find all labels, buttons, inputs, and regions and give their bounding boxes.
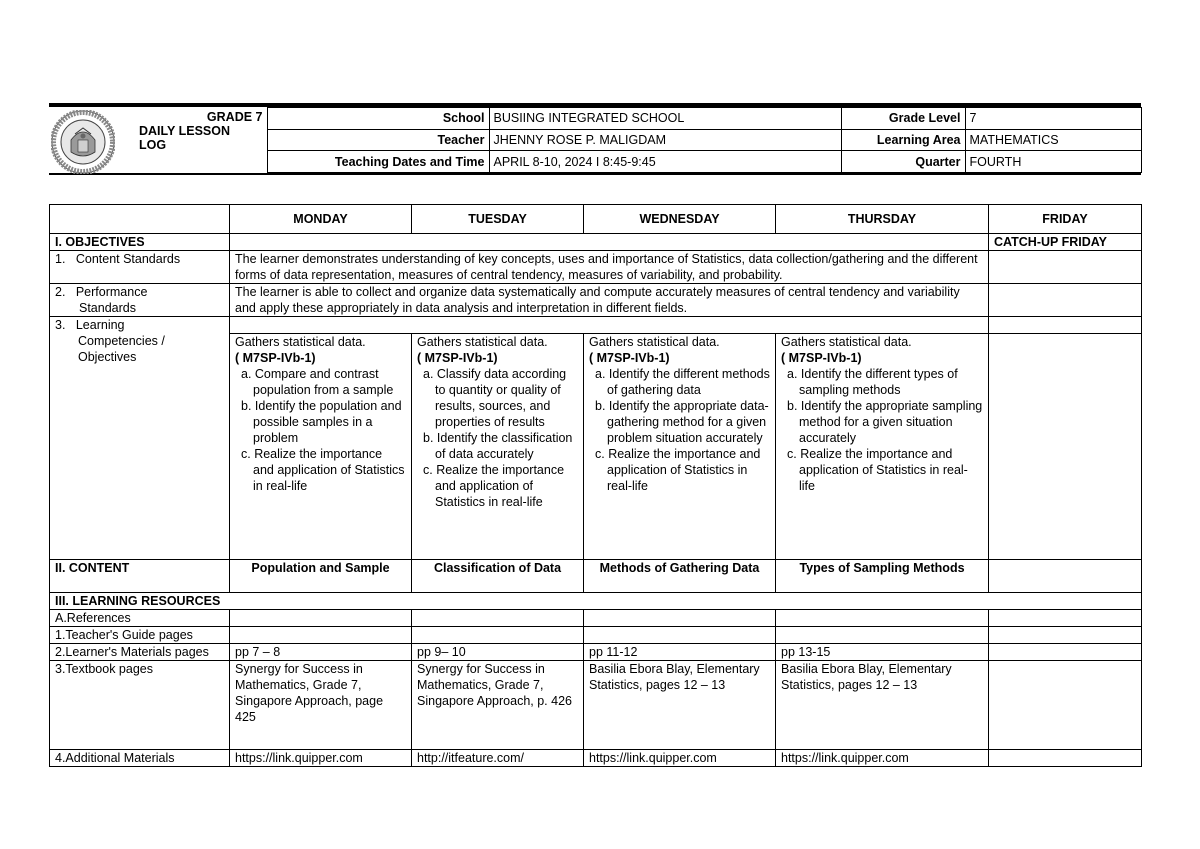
objectives-heading: I. OBJECTIVES <box>50 234 230 251</box>
teachers-guide-label: 1.Teacher's Guide pages <box>50 626 230 643</box>
deped-seal-icon <box>51 110 115 174</box>
competency-wednesday: Gathers statistical data. ( M7SP-IVb-1) a. Identify the different methods of gathering data b. Identify the appropriate data-gathering method for a given problem situation accurately c. Realize the importance and application of Statistics in real-life <box>584 333 776 559</box>
school-value: BUSIING INTEGRATED SCHOOL <box>489 108 841 130</box>
catch-up-friday: CATCH-UP FRIDAY <box>989 234 1142 251</box>
quarter-value: FOURTH <box>965 151 1141 173</box>
lm-tuesday: pp 9– 10 <box>412 643 584 660</box>
learners-materials-label: 2.Learner's Materials pages <box>50 643 230 660</box>
textbook-wednesday: Basilia Ebora Blay, Elementary Statistics, pages 12 – 13 <box>584 660 776 749</box>
competency-monday: Gathers statistical data. ( M7SP-IVb-1) a. Compare and contrast population from a sample b. Identify the population and possible samples in a problem c. Realize the importance and application of Statistics in real-life <box>230 333 412 559</box>
lm-wednesday: pp 11-12 <box>584 643 776 660</box>
additional-materials-row <box>50 749 1142 766</box>
list-item: a. Compare and contrast population from a sample <box>241 366 394 397</box>
objectives-heading-row <box>50 234 1142 251</box>
references-label: A.References <box>50 609 230 626</box>
textbook-thursday: Basilia Ebora Blay, Elementary Statistics, pages 12 – 13 <box>776 660 989 749</box>
lesson-log-title: GRADE 7 DAILY LESSON LOG <box>123 108 267 173</box>
additional-link-thursday[interactable]: https://link.quipper.com <box>776 749 989 766</box>
content-standards-label: 1. Content Standards <box>50 251 230 284</box>
list-item: c. Realize the importance and application of Statistics in real-life <box>787 446 968 493</box>
content-standards-text: The learner demonstrates understanding of key concepts, uses and importance of Statistics, data collection/gathering and the different forms of data representation, measures of central tendency, measures of variability, and probability. <box>230 251 989 284</box>
teachers-guide-row <box>50 626 1142 643</box>
lm-thursday: pp 13-15 <box>776 643 989 660</box>
resources-heading-row <box>50 592 1142 609</box>
competencies-row: Competencies / Objectives Gathers statistical data. ( M7SP-IVb-1) a. Compare and contrast population from a sample b. Identify the population and possible samples in a problem c. Realize the importance and application of Statistics in real-life Gathers statistical data. ( M7SP-IVb-1) a. Classify data according to quantity or quality of results, sources, and properties of results b. Identify the classification of data accurately c. Realize the importance and application of Statistics in real-life Gathers statistical data. ( M7SP-IVb-1) a. Identify the different methods of gathering data b. Identify the appropriate data-gathering method for a given problem situation accurately c. Realize the importance and application of Statistics in real-life Gathers statistical data. ( M7SP-IVb-1) a. Identify the different types of sampling methods b. Identify the appropriate sampling method for a given situation accurately c. Realize the importance and application of Statistics in real-life <box>50 333 1142 559</box>
quarter-label: Quarter <box>841 151 965 173</box>
list-item: b. Identify the appropriate sampling method for a given situation accurately <box>787 398 983 445</box>
learning-area-label: Learning Area <box>841 129 965 151</box>
lm-monday: pp 7 – 8 <box>230 643 412 660</box>
additional-materials-label: 4.Additional Materials <box>50 749 230 766</box>
performance-standards-label: 2. Performance Standards <box>50 284 230 317</box>
list-item: a. Classify data according to quantity or quality of results, sources, and properties of results <box>423 366 567 429</box>
list-item: a. Identify the different methods of gathering data <box>595 366 770 397</box>
list-item: b. Identify the classification of data accurately <box>423 430 573 461</box>
list-item: b. Identify the appropriate data-gathering method for a given problem situation accurately <box>595 398 769 445</box>
topic-monday: Population and Sample <box>230 559 412 592</box>
resources-heading: III. LEARNING RESOURCES <box>50 592 1142 609</box>
competency-thursday: Gathers statistical data. ( M7SP-IVb-1) a. Identify the different types of sampling methods b. Identify the appropriate sampling method for a given situation accurately c. Realize the importance and application of Statistics in real-life <box>776 333 989 559</box>
day-thursday: THURSDAY <box>776 205 989 234</box>
day-friday: FRIDAY <box>989 205 1142 234</box>
competencies-label: 3. Learning <box>50 317 230 334</box>
topic-wednesday: Methods of Gathering Data <box>584 559 776 592</box>
performance-standards-row <box>50 284 1142 317</box>
learners-materials-row <box>50 643 1142 660</box>
textbook-monday: Synergy for Success in Mathematics, Grade 7, Singapore Approach, page 425 <box>230 660 412 749</box>
additional-link-monday[interactable]: https://link.quipper.com <box>230 749 412 766</box>
topic-thursday: Types of Sampling Methods <box>776 559 989 592</box>
additional-link-wednesday[interactable]: https://link.quipper.com <box>584 749 776 766</box>
list-item: c. Realize the importance and application of Statistics in real-life <box>595 446 761 493</box>
topic-tuesday: Classification of Data <box>412 559 584 592</box>
lesson-plan-table <box>49 204 1142 767</box>
competencies-label-row <box>50 317 1142 334</box>
list-item: b. Identify the population and possible samples in a problem <box>241 398 402 445</box>
grade-level-label: Grade Level <box>841 108 965 130</box>
day-wednesday: WEDNESDAY <box>584 205 776 234</box>
performance-standards-text: The learner is able to collect and organize data systematically and compute accurately measures of central tendency and variability and apply these appropriately in data analysis and interpretation in different fields. <box>230 284 989 317</box>
competency-tuesday: Gathers statistical data. ( M7SP-IVb-1) a. Classify data according to quantity or quality of results, sources, and properties of results b. Identify the classification of data accurately c. Realize the importance and application of Statistics in real-life <box>412 333 584 559</box>
list-item: a. Identify the different types of sampling methods <box>787 366 958 397</box>
grade-level-value: 7 <box>965 108 1141 130</box>
learning-area-value: MATHEMATICS <box>965 129 1141 151</box>
day-tuesday: TUESDAY <box>412 205 584 234</box>
textbook-tuesday: Synergy for Success in Mathematics, Grade 7, Singapore Approach, p. 426 <box>412 660 584 749</box>
lesson-log-header <box>49 103 1141 175</box>
content-heading: II. CONTENT <box>50 559 230 592</box>
content-standards-row <box>50 251 1142 284</box>
teaching-dates-label: Teaching Dates and Time <box>267 151 489 173</box>
school-label: School <box>267 108 489 130</box>
list-item: c. Realize the importance and application of Statistics in real-life <box>241 446 405 493</box>
textbook-label: 3.Textbook pages <box>50 660 230 749</box>
references-row <box>50 609 1142 626</box>
list-item: c. Realize the importance and application of Statistics in real-life <box>423 462 565 509</box>
day-header-row <box>50 205 1142 234</box>
teacher-value: JHENNY ROSE P. MALIGDAM <box>489 129 841 151</box>
additional-link-tuesday[interactable]: http://itfeature.com/ <box>412 749 584 766</box>
textbook-row <box>50 660 1142 749</box>
teaching-dates-value: APRIL 8-10, 2024 I 8:45-9:45 <box>489 151 841 173</box>
teacher-label: Teacher <box>267 129 489 151</box>
content-row <box>50 559 1142 592</box>
day-monday: MONDAY <box>230 205 412 234</box>
